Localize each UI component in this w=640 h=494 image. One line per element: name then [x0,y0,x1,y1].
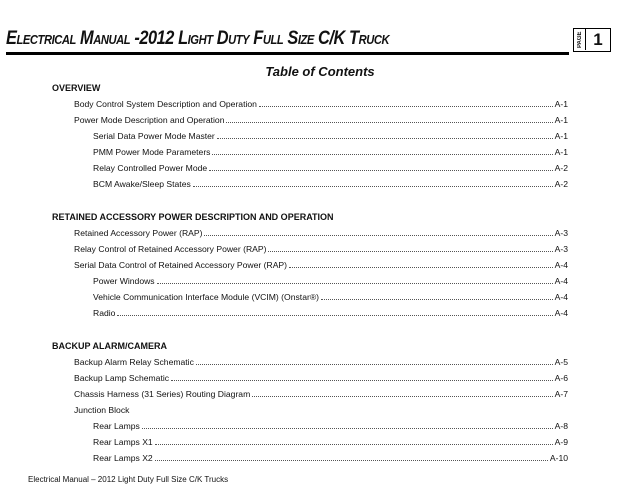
dot-leader [259,97,553,107]
entry-page: A-1 [554,99,568,109]
toc-entry[interactable] [93,176,568,192]
entry-label: Relay Controlled Power Mode [93,163,208,173]
dot-leader [204,226,552,236]
header-rule [6,52,569,55]
dot-leader [226,113,552,123]
section-heading: BACKUP ALARM/CAMERA [52,341,167,351]
entry-label: Body Control System Description and Operation [74,99,257,109]
entry-page: A-1 [554,115,568,125]
dot-leader [321,290,553,300]
entry-page: A-4 [554,308,568,318]
dot-leader [196,355,553,365]
entry-label: Rear Lamps [93,421,140,431]
dot-leader [209,161,552,171]
dot-leader [131,404,566,413]
entry-label: Backup Lamp Schematic [74,373,170,383]
page-header [0,22,640,62]
entry-page: A-1 [554,131,568,141]
toc-entry[interactable] [93,289,568,305]
dot-leader [252,387,552,397]
entry-page: A-4 [554,260,568,270]
dot-leader [193,177,553,187]
entry-label: Power Windows [93,276,155,286]
entry-page: A-2 [554,179,568,189]
toc-section-retained-accessory-power [0,209,640,321]
entry-label: Chassis Harness (31 Series) Routing Diagram [74,389,251,399]
page-number: 1 [593,30,603,49]
entry-label: Rear Lamps X2 [93,453,153,463]
entry-page: A-10 [549,453,568,463]
entry-page: A-5 [554,357,568,367]
entry-label: Serial Data Power Mode Master [93,131,215,141]
toc-entry[interactable] [74,112,568,128]
toc-entry[interactable] [74,241,568,257]
entry-page: A-7 [554,389,568,399]
toc-section-backup-alarm-camera [0,338,640,466]
toc-entry[interactable] [74,257,568,273]
entry-label: Backup Alarm Relay Schematic [74,357,194,367]
toc-entry[interactable] [93,160,568,176]
toc-entry[interactable] [93,273,568,289]
toc-entry[interactable] [74,402,568,418]
entry-page: A-3 [554,228,568,238]
entry-label: Power Mode Description and Operation [74,115,225,125]
section-heading: RETAINED ACCESSORY POWER DESCRIPTION AND OPERATION [52,212,334,222]
page-label: PAGE [577,31,583,49]
dot-leader [157,274,553,284]
entry-page: A-4 [554,292,568,302]
toc-entry[interactable] [74,225,568,241]
toc-title: Table of Contents [265,64,375,79]
dot-leader [289,258,553,268]
entry-label: Rear Lamps X1 [93,437,153,447]
page-number-box [573,28,611,52]
entry-page: A-4 [554,276,568,286]
entry-label: Junction Block [74,405,130,415]
toc-entry[interactable] [93,418,568,434]
dot-leader [155,435,553,445]
dot-leader [117,306,552,316]
dot-leader [212,145,552,155]
entry-page: A-8 [554,421,568,431]
toc-entry[interactable] [74,386,568,402]
entry-label: Vehicle Communication Interface Module (VCIM) (Onstar®) [93,292,320,302]
section-heading: OVERVIEW [52,83,101,93]
entry-label: BCM Awake/Sleep States [93,179,191,189]
entry-page: A-2 [554,163,568,173]
entry-label: PMM Power Mode Parameters [93,147,211,157]
dot-leader [155,451,548,461]
entry-page: A-6 [554,373,568,383]
toc-entry[interactable] [93,434,568,450]
entry-page: A-9 [554,437,568,447]
manual-title: Electrical Manual -2012 Light Duty Full Size C/K Truck [6,28,390,49]
toc-entry[interactable] [93,450,568,466]
entry-label: Retained Accessory Power (RAP) [74,228,203,238]
entry-page: A-1 [554,147,568,157]
entry-label: Serial Data Control of Retained Accessory Power (RAP) [74,260,288,270]
toc-entry[interactable] [93,144,568,160]
dot-leader [217,129,553,139]
toc-entry[interactable] [74,354,568,370]
toc-entry[interactable] [74,96,568,112]
dot-leader [142,419,553,429]
page-footer: Electrical Manual – 2012 Light Duty Full Size C/K Trucks [28,475,229,484]
entry-page: A-3 [554,244,568,254]
entry-label: Relay Control of Retained Accessory Power (RAP) [74,244,267,254]
toc-entry[interactable] [93,305,568,321]
toc-entry[interactable] [74,370,568,386]
toc-entry[interactable] [93,128,568,144]
dot-leader [268,242,552,252]
toc-section-overview [0,80,640,192]
dot-leader [171,371,553,381]
entry-label: Radio [93,308,116,318]
table-of-contents [0,80,640,483]
